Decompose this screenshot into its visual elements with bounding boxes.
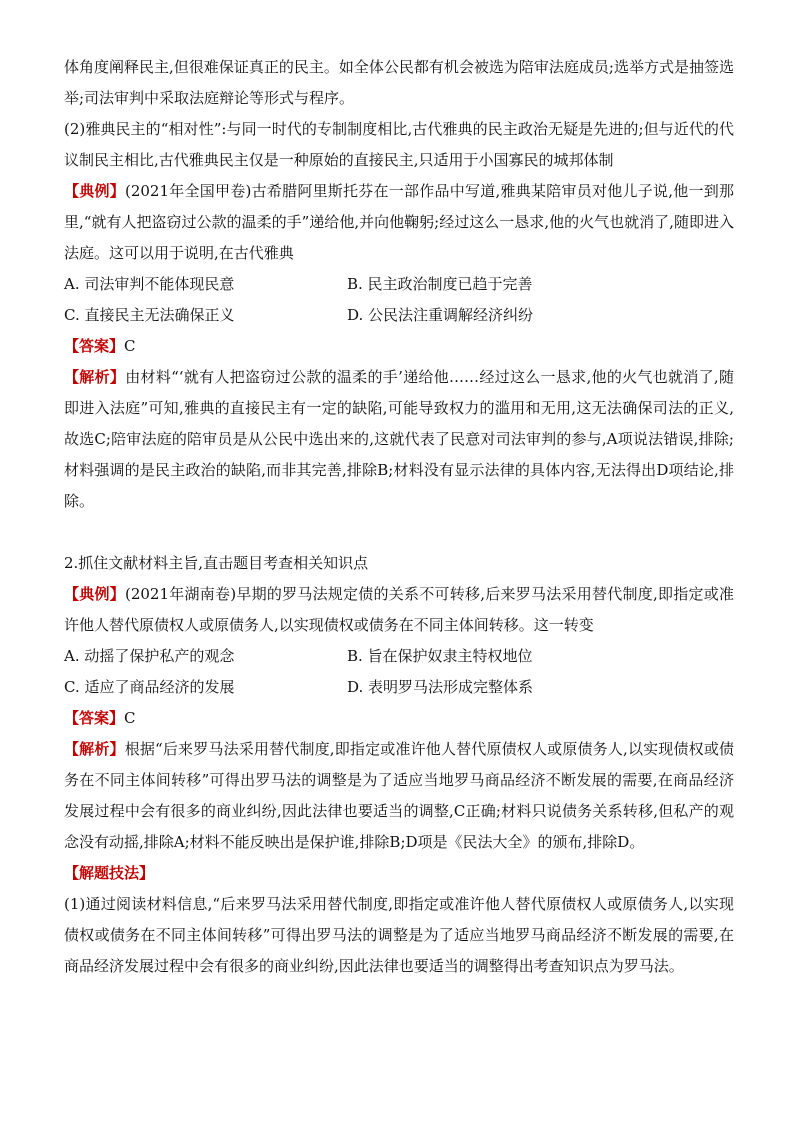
option-c: C. 适应了商品经济的发展 — [64, 678, 235, 696]
options-row-1 — [64, 641, 734, 672]
point-2-relativity: (2)雅典民主的“相对性”:与同一时代的专制制度相比,古代雅典的民主政治无疑是先进的;但与近代的代议制民主相比,古代雅典民主仅是一种原始的直接民主,只适用于小国寡民的城邦体制 — [64, 120, 734, 169]
example-2 — [64, 579, 734, 641]
document-body — [64, 52, 734, 982]
option-d: D. 公民法注重调解经济纠纷 — [347, 306, 534, 324]
example-text: (2021年湖南卷)早期的罗马法规定债的关系不可转移,后来罗马法采用替代制度,即指定或准许他人替代原债权人或原债务人,以实现债权或债务在不同主体间转移。这一转变 — [64, 585, 734, 634]
option-c: C. 直接民主无法确保正义 — [64, 306, 235, 324]
option-b: B. 旨在保护奴隶主特权地位 — [347, 647, 533, 665]
answer-text: C — [124, 337, 136, 355]
analysis-1 — [64, 362, 734, 517]
analysis-text: 由材料“‘就有人把盗窃过公款的温柔的手’递给他……经过这么一恳求,他的火气也就消了,随即进入法庭”可知,雅典的直接民主有一定的缺陷,可能导致权力的滥用和无用,这无法确保司法的正义,故选C;陪审法庭的陪审员是从公民中选出来的,这就代表了民意对司法审判的参与,A项说法错误,排除;材料强调的是民主政治的缺陷,而非其完善,排除B;材料没有显示法律的具体内容,无法得出D项结论,排除。 — [64, 368, 734, 510]
analysis-tag: 【解析】 — [64, 740, 125, 758]
options-row-2 — [64, 672, 734, 703]
answer-2 — [64, 703, 734, 734]
answer-text: C — [124, 709, 136, 727]
tips-tag: 【解题技法】 — [64, 864, 155, 882]
options-row-2 — [64, 300, 734, 331]
analysis-2 — [64, 734, 734, 858]
solving-tips-text: (1)通过阅读材料信息,“后来罗马法采用替代制度,即指定或准许他人替代原债权人或原债务人,以实现债权或债务在不同主体间转移”可得出罗马法的调整是为了适应当地罗马商品经济不断发展的需要,在商品经济发展过程中会有很多的商业纠纷,因此法律也要适当的调整得出考查知识点为罗马法。 — [64, 895, 734, 975]
solving-tips-heading — [64, 858, 734, 889]
answer-tag: 【答案】 — [64, 709, 125, 727]
option-b: B. 民主政治制度已趋于完善 — [347, 275, 533, 293]
answer-1 — [64, 331, 734, 362]
intro-continuation: 体角度阐释民主,但很难保证真正的民主。如全体公民都有机会被选为陪审法庭成员;选举方式是抽签选举;司法审判中采取法庭辩论等形式与程序。 — [64, 58, 734, 107]
answer-tag: 【答案】 — [64, 337, 125, 355]
options-row-1 — [64, 269, 734, 300]
analysis-tag: 【解析】 — [64, 368, 126, 386]
option-a: A. 司法审判不能体现民意 — [64, 275, 235, 293]
example-1 — [64, 176, 734, 269]
option-a: A. 动摇了保护私产的观念 — [64, 647, 235, 665]
example-tag: 【典例】 — [64, 585, 125, 603]
section-2-heading: 2.抓住文献材料主旨,直击题目考查相关知识点 — [64, 554, 369, 572]
example-tag: 【典例】 — [64, 182, 125, 200]
option-d: D. 表明罗马法形成完整体系 — [347, 678, 534, 696]
analysis-text: 根据“后来罗马法采用替代制度,即指定或准许他人替代原债权人或原债务人,以实现债权或债务在不同主体间转移”可得出罗马法的调整是为了适应当地罗马商品经济不断发展的需要,在商品经济发展过程中会有很多的商业纠纷,因此法律也要适当的调整,C正确;材料只说债务关系转移,但私产的观念没有动摇,排除A;材料不能反映出是保护谁,排除B;D项是《民法大全》的颁布,排除D。 — [64, 740, 734, 851]
example-text: (2021年全国甲卷)古希腊阿里斯托芬在一部作品中写道,雅典某陪审员对他儿子说,他一到那里,“就有人把盗窃过公款的温柔的手”递给他,并向他鞠躬;经过这么一恳求,他的火气也就消了,随即进入法庭。这可以用于说明,在古代雅典 — [64, 182, 734, 262]
